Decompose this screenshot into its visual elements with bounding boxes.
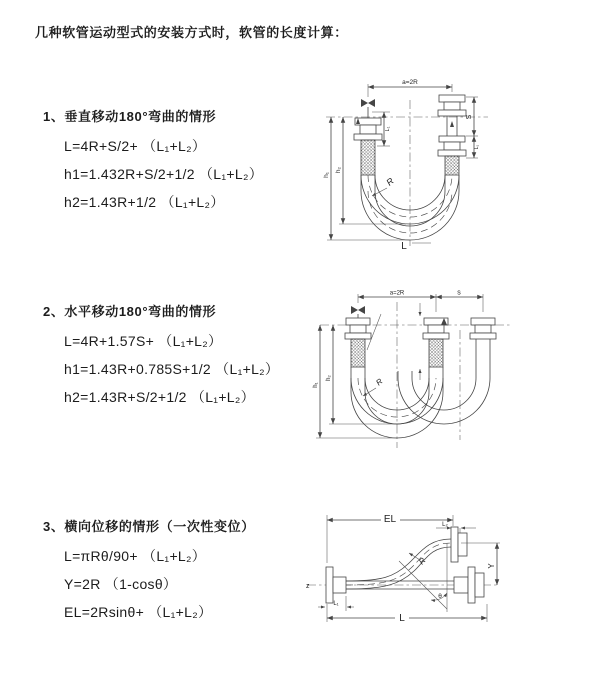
section-3-formula-EL: EL=2Rsinθ+ （L₁+L₂） — [64, 604, 213, 620]
braided-hose-section — [445, 156, 459, 175]
axis-mark: z — [306, 583, 310, 590]
braided-hose-section — [361, 140, 375, 175]
upper-flange-displaced — [451, 527, 467, 562]
radius-leader — [372, 188, 387, 196]
section-3-heading: 3、横向位移的情形（一次性变位） — [43, 519, 255, 534]
hose-s-curve — [346, 539, 451, 589]
page-title: 几种软管运动型式的安装方式时，软管的长度计算： — [35, 25, 348, 40]
left-flange — [345, 318, 371, 367]
section-2-formula-L: L=4R+1.57S+ （L₁+L₂） — [64, 333, 223, 349]
left-flange — [326, 567, 346, 603]
diagram-lateral-displacement — [303, 505, 595, 667]
hose-u-shape-moved — [398, 339, 490, 424]
right-flange-upper — [438, 95, 466, 116]
diagram-vertical-180-bend — [312, 72, 590, 264]
section-2-formula-h1: h1=1.43R+0.785S+1/2 （L₁+L₂） — [64, 361, 280, 377]
diagram-horizontal-180-bend — [312, 287, 590, 463]
angle-label: θ — [438, 593, 442, 600]
valve-icon — [361, 99, 375, 118]
section-1-formula-h2: h2=1.43R+1/2 （L₁+L₂） — [64, 194, 225, 210]
left-flange — [354, 118, 382, 175]
dim-label-l1: L₁ — [333, 601, 339, 607]
dim-label-h1: h₁ — [313, 382, 319, 388]
right-flange — [454, 567, 484, 603]
section-2-heading: 2、水平移动180°弯曲的情形 — [43, 304, 217, 319]
radius-label: R — [384, 175, 396, 188]
dim-label-l2: L₂ — [442, 522, 448, 528]
dim-label-y: Y — [487, 563, 496, 569]
section-3-formula-L: L=πRθ/90+ （L₁+L₂） — [64, 548, 207, 564]
radius-label: R — [417, 556, 428, 567]
section-1-heading: 1、垂直移动180°弯曲的情形 — [43, 109, 217, 124]
dim-label-l1-right: L₁ — [474, 144, 480, 150]
dim-label-h1: h₁ — [323, 172, 330, 178]
right-flange-lower — [438, 136, 466, 156]
section-2-formula-h2: h2=1.43R+S/2+1/2 （L₁+L₂） — [64, 389, 255, 405]
dim-label-a2r: a=2R — [389, 290, 405, 297]
dim-label-h2: h₂ — [335, 166, 342, 174]
dim-label-l1-left: L₁ — [385, 126, 391, 132]
section-1-formula-L: L=4R+S/2+ （L₁+L₂） — [64, 138, 207, 154]
radius-label: R — [374, 376, 385, 388]
up-arrow — [450, 121, 454, 127]
dim-label-l: L — [399, 613, 405, 624]
section-1-formula-h1: h1=1.432R+S/2+1/2 （L₁+L₂） — [64, 166, 264, 182]
section-3-formula-Y: Y=2R （1-cosθ） — [64, 576, 178, 592]
dim-label-h2: h₂ — [326, 375, 332, 381]
length-label: L — [401, 241, 407, 252]
valve-icon — [351, 306, 365, 318]
dim-label-s: s — [457, 289, 461, 297]
dim-label-el: EL — [383, 514, 397, 525]
right-flange — [470, 318, 496, 339]
dim-label-s: S — [466, 114, 473, 120]
dim-label-a2r: a=2R — [402, 79, 418, 86]
middle-flange — [423, 318, 449, 367]
